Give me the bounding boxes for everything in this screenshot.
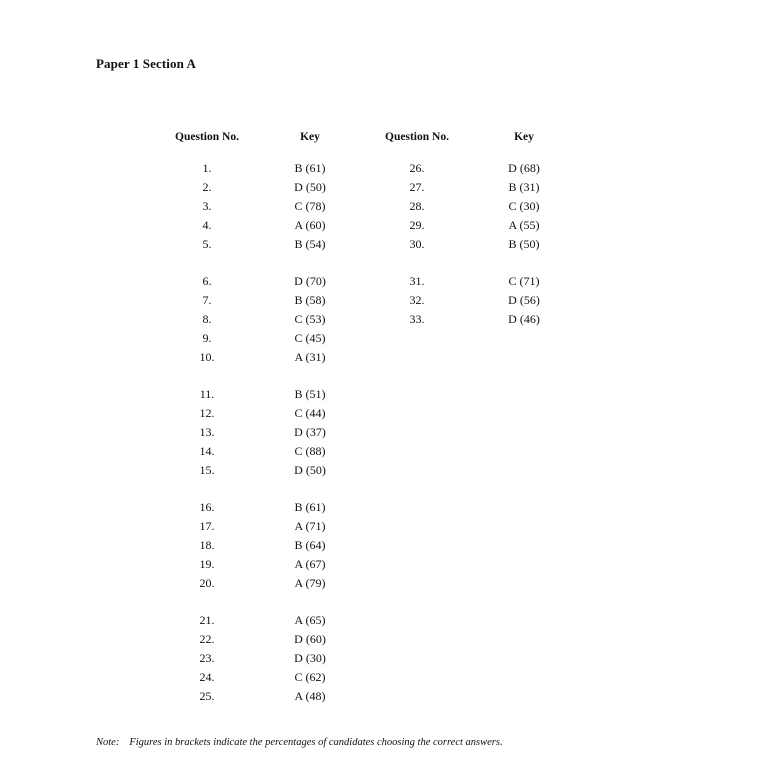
question-number-cell: 20.: [199, 576, 215, 590]
answer-key-cell: B (64): [294, 538, 326, 552]
answer-key-cell: B (61): [294, 161, 326, 175]
question-number-cell: 24.: [199, 670, 215, 684]
question-number-cell: 2.: [202, 180, 212, 194]
answer-key-cell: C (45): [294, 331, 326, 345]
answer-key-group: [494, 159, 554, 254]
question-number-cell: 4.: [202, 218, 212, 232]
answer-key-cell: B (58): [294, 293, 326, 307]
question-number-cell: 23.: [199, 651, 215, 665]
question-number-cell: 25.: [199, 689, 215, 703]
question-number-cell: 31.: [409, 274, 425, 288]
question-number-cell: 8.: [202, 312, 212, 326]
answer-key-cell: D (50): [294, 463, 326, 477]
key-header-right: Key: [514, 131, 534, 143]
answer-key-cell: D (50): [294, 180, 326, 194]
question-number-cell: 28.: [409, 199, 425, 213]
answer-key-cell: D (60): [294, 632, 326, 646]
question-number-cell: 1.: [202, 161, 212, 175]
question-number-cell: 33.: [409, 312, 425, 326]
answer-key-cell: A (60): [294, 218, 326, 232]
question-column-right: [392, 159, 442, 347]
question-number-cell: 30.: [409, 237, 425, 251]
answer-key-cell: A (48): [294, 689, 326, 703]
answer-key-cell: C (62): [294, 670, 326, 684]
answer-key-cell: B (31): [508, 180, 540, 194]
page-title: Paper 1 Section A: [96, 56, 197, 71]
answer-key-cell: A (55): [508, 218, 540, 232]
question-number-group: [392, 159, 442, 254]
question-number-cell: 12.: [199, 406, 215, 420]
footnote: [96, 737, 503, 748]
question-number-cell: 18.: [199, 538, 215, 552]
answer-key-group: [280, 159, 340, 254]
answer-key-cell: D (30): [294, 651, 326, 665]
question-number-cell: 19.: [199, 557, 215, 571]
answer-key-cell: A (71): [294, 519, 326, 533]
answer-key-group: [280, 385, 340, 480]
key-column-right: [494, 159, 554, 347]
note-text: Figures in brackets indicate the percentages of candidates choosing the correct answers.: [129, 737, 503, 748]
answer-key-cell: A (79): [294, 576, 326, 590]
question-number-cell: 32.: [409, 293, 425, 307]
question-number-cell: 16.: [199, 500, 215, 514]
answer-key-cell: C (44): [294, 406, 326, 420]
question-number-group: [392, 272, 442, 329]
question-no-header-left: Question No.: [175, 131, 239, 143]
answer-key-group: [280, 498, 340, 593]
question-number-cell: 3.: [202, 199, 212, 213]
question-number-cell: 5.: [202, 237, 212, 251]
answer-key-cell: C (53): [294, 312, 326, 326]
question-number-cell: 13.: [199, 425, 215, 439]
answer-key-cell: C (88): [294, 444, 326, 458]
answer-key-cell: C (78): [294, 199, 326, 213]
question-number-cell: 21.: [199, 613, 215, 627]
question-number-cell: 22.: [199, 632, 215, 646]
answer-key-group: [280, 611, 340, 706]
answer-key-cell: B (54): [294, 237, 326, 251]
answer-key-cell: A (65): [294, 613, 326, 627]
answer-key-cell: B (51): [294, 387, 326, 401]
key-column-left: [280, 159, 340, 724]
answer-key-cell: D (68): [508, 161, 540, 175]
answer-key-cell: A (67): [294, 557, 326, 571]
question-number-cell: 27.: [409, 180, 425, 194]
question-number-cell: 7.: [202, 293, 212, 307]
question-number-cell: 15.: [199, 463, 215, 477]
answer-key-cell: C (71): [508, 274, 540, 288]
question-number-group: [182, 272, 232, 367]
question-number-cell: 29.: [409, 218, 425, 232]
answer-key-cell: D (46): [508, 312, 540, 326]
question-number-cell: 11.: [199, 387, 215, 401]
answer-key-group: [280, 272, 340, 367]
question-number-cell: 14.: [199, 444, 215, 458]
question-number-cell: 26.: [409, 161, 425, 175]
answer-key-cell: D (56): [508, 293, 540, 307]
answer-key-cell: B (50): [508, 237, 540, 251]
answer-key-cell: B (61): [294, 500, 326, 514]
question-no-header-right: Question No.: [385, 131, 449, 143]
key-header-left: Key: [300, 131, 320, 143]
question-column-left: [182, 159, 232, 724]
question-number-cell: 6.: [202, 274, 212, 288]
question-number-group: [182, 498, 232, 593]
question-number-cell: 17.: [199, 519, 215, 533]
answer-key-group: [494, 272, 554, 329]
answer-key-cell: D (70): [294, 274, 326, 288]
answer-key-cell: C (30): [508, 199, 540, 213]
question-number-cell: 10.: [199, 350, 215, 364]
note-label: Note:: [96, 737, 120, 748]
question-number-group: [182, 385, 232, 480]
question-number-cell: 9.: [202, 331, 212, 345]
question-number-group: [182, 611, 232, 706]
answer-key-cell: A (31): [294, 350, 326, 364]
question-number-group: [182, 159, 232, 254]
answer-key-cell: D (37): [294, 425, 326, 439]
